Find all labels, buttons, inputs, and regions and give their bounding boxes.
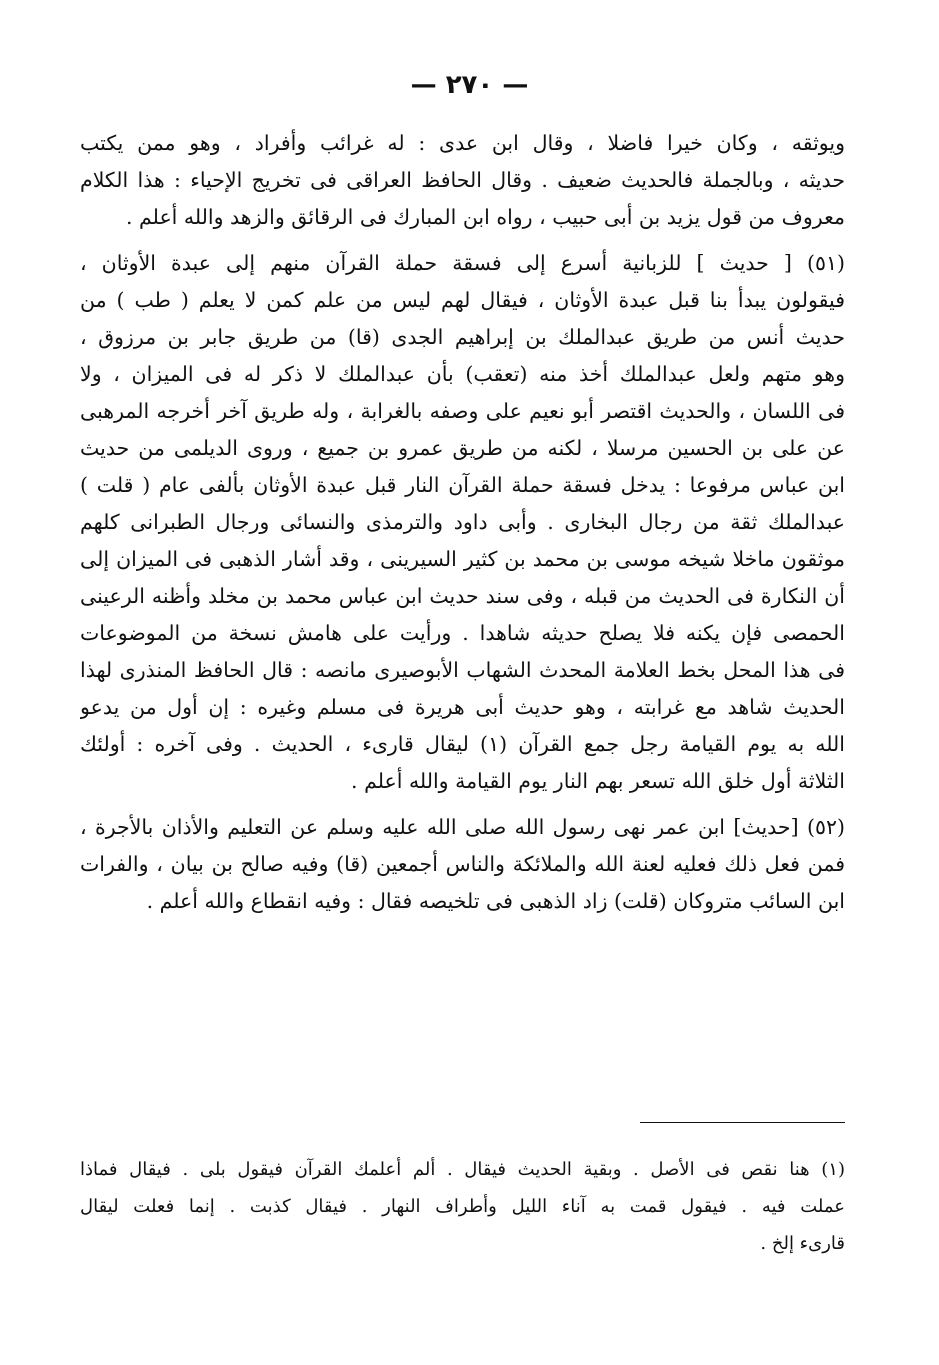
footnote-divider (640, 1122, 845, 1123)
paragraph-hadith-51 (80, 245, 845, 800)
paragraph-intro (80, 125, 845, 236)
text-line: (٥١) [ حديث ] للزبانية أسرع إلى فسقة حملة القرآن منهم إلى عبدة الأوثان ، (80, 251, 845, 275)
footnote-line: عملت فيه . فيقول قمت به آناء الليل وأطراف النهار . فيقال كذبت . إنما فعلت ليقال (80, 1196, 845, 1217)
page-number: — ٢٧٠ — (410, 70, 529, 100)
main-text (80, 125, 845, 920)
text-line: الحديث شاهد مع غرابته ، وهو حديث أبى هريرة فى مسلم وغيره : إن أول من يدعو (80, 695, 845, 719)
text-line: موثقون ماخلا شيخه موسى بن محمد بن كثير السيرينى ، وقد أشار الذهبى فى الميزان إلى (80, 547, 845, 571)
paragraph-hadith-52 (80, 809, 845, 920)
text-line: عبدالملك ثقة من رجال البخارى . وأبى داود والترمذى والنسائى ورجال الطبرانى كلهم (80, 510, 845, 534)
text-line: فيقولون يبدأ بنا قبل عبدة الأوثان ، فيقال لهم ليس من علم كمن لا يعلم ( طب ) من (80, 288, 845, 312)
footnote-line: قارىء إلخ . (760, 1233, 845, 1254)
text-line: ابن السائب متروكان (قلت) زاد الذهبى فى تلخيصه فقال : وفيه انقطاع والله أعلم . (146, 889, 845, 913)
text-line: عن على بن الحسين مرسلا ، لكنه من طريق عمرو بن جميع ، وروى الديلمى من حديث (80, 436, 845, 460)
text-line: حديثه ، وبالجملة فالحديث ضعيف . وقال الحافظ العراقى فى تخريج الإحياء : هذا الكلام (80, 168, 845, 192)
text-line: وهو متهم ولعل عبدالملك أخذ منه (تعقب) بأن عبدالملك لا ذكر له فى الميزان ، ولا (80, 362, 845, 386)
text-line: فى اللسان ، والحديث اقتصر أبو نعيم على وصفه بالغرابة ، وله طريق آخر أخرجه المرهبى (80, 399, 845, 423)
text-line: (٥٢) [حديث] ابن عمر نهى رسول الله صلى الله عليه وسلم عن التعليم والأذان بالأجرة ، (80, 815, 845, 839)
text-line: ويوثقه ، وكان خيرا فاضلا ، وقال ابن عدى : له غرائب وأفراد ، وهو ممن يكتب (80, 131, 845, 155)
text-line: الثلاثة أول خلق الله تسعر بهم النار يوم القيامة والله أعلم . (351, 769, 845, 793)
text-line: حديث أنس من طريق عبدالملك بن إبراهيم الجدى (قا) من طريق جابر بن مرزوق ، (80, 325, 845, 349)
text-line: الحمصى فإن يكنه فلا يصلح حديثه شاهدا . ورأيت على هامش نسخة من الموضوعات (80, 621, 845, 645)
text-line: الله به يوم القيامة رجل جمع القرآن (١) ليقال قارىء ، الحديث . وفى آخره : أولئك (80, 732, 845, 756)
text-line: ابن عباس مرفوعا : يدخل فسقة حملة القرآن النار قبل عبدة الأوثان بألفى عام ( قلت ) (80, 473, 845, 497)
footnote-line: (١) هنا نقص فى الأصل . وبقية الحديث فيقال . ألم أعلمك القرآن فيقول بلى . فيقال فماذا (80, 1159, 845, 1180)
text-line: أن النكارة فى الحديث من قبله ، وفى سند حديث ابن عباس محمد بن مخلد وأظنه الرعينى (80, 584, 845, 608)
text-line: فمن فعل ذلك فعليه لعنة الله والملائكة والناس أجمعين (قا) وفيه صالح بن بيان ، والفرات (80, 852, 845, 876)
text-line: فى هذا المحل بخط العلامة المحدث الشهاب الأبوصيرى مانصه : قال الحافظ المنذرى لهذا (80, 658, 845, 682)
text-line: معروف من قول يزيد بن أبى حبيب ، رواه ابن المبارك فى الرقائق والزهد والله أعلم . (125, 205, 845, 229)
footnote (80, 1150, 845, 1261)
